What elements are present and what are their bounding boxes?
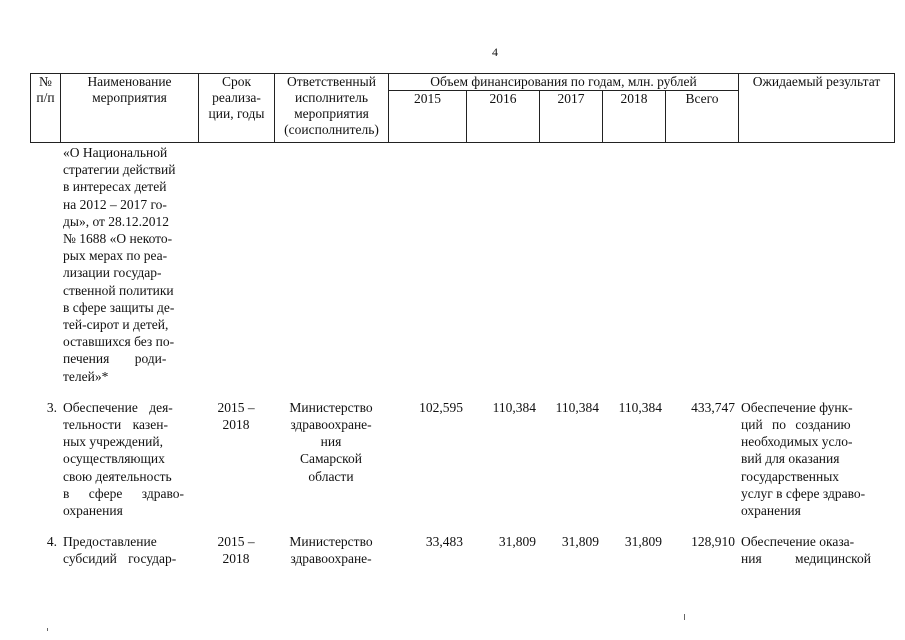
text-line: 2018: [222, 417, 250, 433]
text-line: охранения: [63, 503, 123, 519]
value-2016: 110,384: [492, 399, 536, 415]
text-line: ций по созданию: [741, 417, 851, 433]
row-result-cell: [738, 399, 894, 519]
row-term-cell: [198, 399, 274, 519]
text-line: на 2012 – 2017 го-: [63, 196, 167, 212]
text-line: 2018: [222, 551, 250, 567]
header-year-2017: 2017: [540, 91, 603, 143]
text-line: услуг в сфере здраво-: [741, 485, 866, 501]
text-line: субсидий государ-: [63, 551, 177, 567]
text-line: рых мерах по реа-: [63, 248, 168, 264]
table-body: [30, 144, 894, 568]
value-2017: 110,384: [555, 399, 599, 415]
text-line: ных учреждений,: [63, 434, 163, 450]
text-line: № 1688 «О некото-: [63, 231, 173, 247]
row-result-cell: [738, 533, 894, 567]
text-line: «О Национальной: [63, 145, 168, 160]
value-2015: 33,483: [425, 534, 463, 550]
value-2018: 110,384: [618, 399, 662, 415]
text-line: печения роди-: [63, 351, 167, 367]
text-line: ственной политики: [63, 282, 174, 298]
text-line: области: [308, 468, 354, 484]
text-line: лизации государ-: [63, 265, 162, 281]
text-line: ния: [320, 434, 342, 450]
text-line: в интересах детей: [63, 179, 167, 195]
page-number: 4: [492, 45, 498, 59]
header-term: Срок реализа-ции, годы: [199, 74, 275, 143]
row-number: 4.: [46, 534, 57, 550]
header-name: Наименование мероприятия: [61, 74, 199, 143]
row-name-cell: [60, 399, 198, 519]
text-line: в сфере здраво-: [63, 485, 184, 501]
text-line: Самарской: [299, 451, 363, 467]
value-2017: 31,809: [561, 534, 599, 550]
text-line: осуществляющих: [63, 451, 165, 467]
row-term-cell: [198, 533, 274, 567]
header-year-2015: 2015: [389, 91, 467, 143]
text-line: ды», от 28.12.2012: [63, 213, 170, 229]
text-line: вий для оказания: [741, 451, 840, 467]
scan-speck: [47, 628, 48, 631]
value-total: 128,910: [691, 534, 735, 550]
text-line: свою деятельность: [63, 468, 172, 484]
header-funding: Объем финансирования по годам, млн. рублей: [389, 74, 739, 91]
scan-speck: [684, 614, 685, 620]
text-line: в сфере защиты де-: [63, 299, 175, 315]
text-line: Предоставление: [63, 534, 157, 550]
value-2018: 31,809: [624, 534, 662, 550]
table-row: [30, 399, 894, 519]
text-line: Обеспечение дея-: [63, 399, 173, 415]
header-year-2016: 2016: [467, 91, 540, 143]
text-line: 2015 –: [217, 534, 255, 550]
header-result: Ожидаемый результат: [739, 74, 895, 143]
text-line: оставшихся без по-: [63, 334, 175, 350]
value-2015: 102,595: [419, 399, 463, 415]
header-number: № п/п: [31, 74, 61, 143]
row-responsible-cell: [274, 533, 388, 567]
text-line: Обеспечение оказа-: [741, 534, 855, 550]
text-line: Обеспечение функ-: [741, 399, 853, 415]
text-line: тельности казен-: [63, 417, 168, 433]
text-line: 2015 –: [217, 399, 255, 415]
text-line: ния медицинской: [741, 551, 871, 567]
text-line: стратегии действий: [63, 162, 176, 178]
header-total: Всего: [666, 91, 739, 143]
row-number: 3.: [46, 399, 57, 415]
text-line: государственных: [741, 468, 840, 484]
table-header: [30, 73, 895, 143]
text-line: телей»*: [63, 368, 109, 384]
table-row-continuation: [30, 144, 894, 385]
header-responsible: Ответственный исполнитель мероприятия (соисполнитель): [275, 74, 389, 143]
row-name-cell: [60, 533, 198, 567]
text-line: Министерство: [289, 534, 373, 550]
text-line: здравоохране-: [290, 417, 372, 433]
text-line: здравоохране-: [290, 551, 372, 567]
continuation-name-cell: [60, 144, 198, 385]
text-line: охранения: [741, 503, 801, 519]
header-year-2018: 2018: [603, 91, 666, 143]
text-line: необходимых усло-: [741, 434, 853, 450]
value-2016: 31,809: [498, 534, 536, 550]
text-line: Министерство: [289, 399, 373, 415]
row-responsible-cell: [274, 399, 388, 519]
table-row: [30, 533, 894, 567]
value-total: 433,747: [691, 399, 735, 415]
text-line: тей-сирот и детей,: [63, 317, 169, 333]
